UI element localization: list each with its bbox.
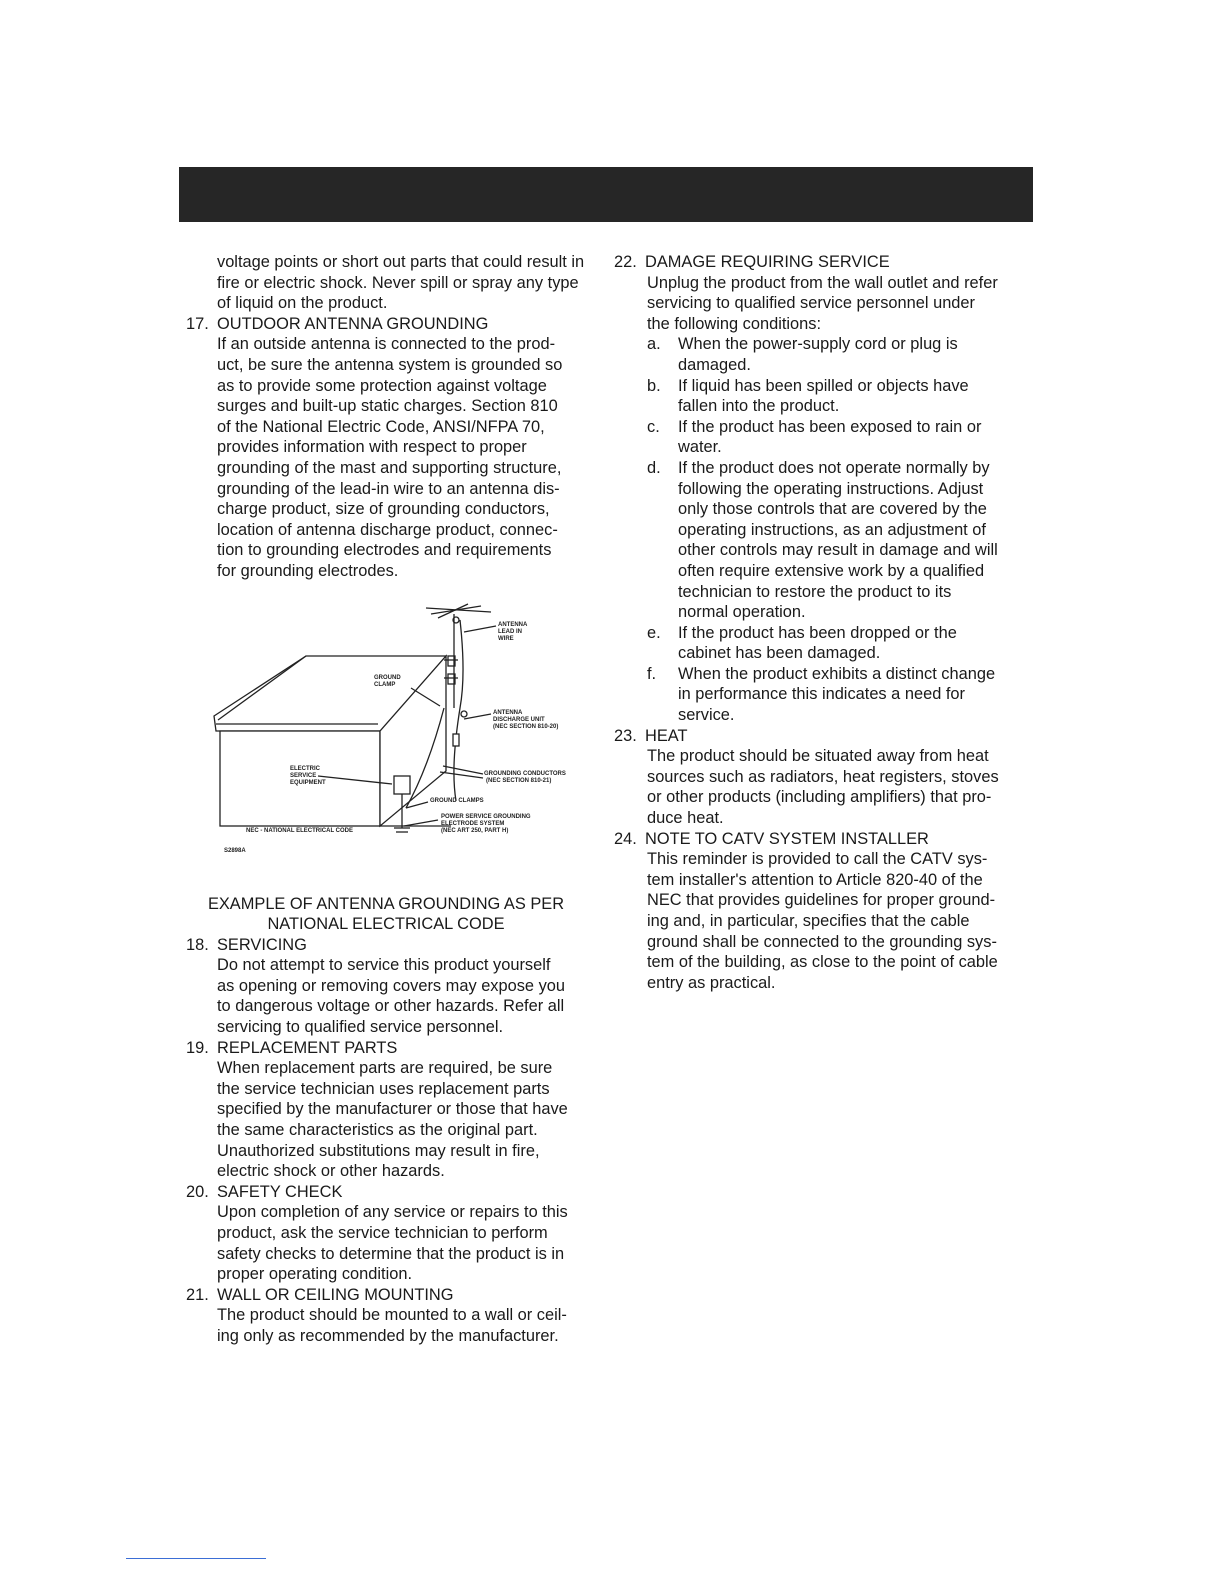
section-17 xyxy=(186,314,596,582)
text-line: fallen into the product. xyxy=(678,397,840,416)
text-line: servicing to qualified service personnel. xyxy=(217,1018,504,1037)
label-ground-clamps: GROUND CLAMPS xyxy=(430,797,484,804)
text-line: entry as practical. xyxy=(647,973,776,992)
text-line: surges and built-up static charges. Section 810 xyxy=(217,397,558,416)
electric-service-box xyxy=(394,776,410,794)
section-number: 23. xyxy=(614,726,637,745)
label-nec-810-21: (NEC SECTION 810-21) xyxy=(486,777,552,784)
text-line: only those controls that are covered by the xyxy=(678,500,987,519)
label-nec-art-250: (NEC ART 250, PART H) xyxy=(441,827,509,834)
text-line: If the product has been dropped or the xyxy=(678,623,957,642)
section-title: NOTE TO CATV SYSTEM INSTALLER xyxy=(645,829,929,848)
text-line: duce heat. xyxy=(647,809,724,828)
label-electrode-system: ELECTRODE SYSTEM xyxy=(441,820,505,827)
caption-line: EXAMPLE OF ANTENNA GROUNDING AS PER xyxy=(207,894,565,913)
text-line: normal operation. xyxy=(678,603,806,622)
text-line: product, ask the service technician to perform xyxy=(217,1224,548,1242)
item-letter: b. xyxy=(647,376,661,395)
section-24 xyxy=(614,829,1029,994)
section-22 xyxy=(614,252,1029,726)
text-line: specified by the manufacturer or those that have xyxy=(217,1100,568,1119)
text-line: damaged. xyxy=(678,355,751,374)
text-line: location of antenna discharge product, connec- xyxy=(217,520,558,539)
label-discharge-unit: DISCHARGE UNIT xyxy=(493,716,545,723)
text-line: to dangerous voltage or other hazards. Refer all xyxy=(217,997,565,1016)
text-line: as opening or removing covers may expose you xyxy=(217,976,566,995)
caption-line: NATIONAL ELECTRICAL CODE xyxy=(267,915,505,934)
list-item xyxy=(614,458,1029,623)
section-number: 19. xyxy=(186,1038,209,1057)
text-line: tion to grounding electrodes and requirements xyxy=(217,541,552,560)
intro-paragraph xyxy=(186,252,596,314)
antenna-grounding-diagram xyxy=(206,596,586,886)
text-line: electric shock or other hazards. xyxy=(217,1162,445,1181)
text-line: NEC that provides guidelines for proper ground- xyxy=(647,891,996,910)
item-letter: c. xyxy=(647,417,660,436)
section-title: DAMAGE REQUIRING SERVICE xyxy=(645,253,890,271)
label-clamp: CLAMP xyxy=(374,681,396,688)
list-item xyxy=(614,376,1029,417)
text-line: or other products (including amplifiers) that pro- xyxy=(647,788,992,807)
label-ground: GROUND xyxy=(374,674,401,681)
section-23 xyxy=(614,726,1029,829)
text-line: following the operating instructions. Adjust xyxy=(678,479,984,498)
list-item xyxy=(614,623,1029,664)
list-item xyxy=(614,334,1029,375)
antenna-grounding-figure xyxy=(186,596,596,886)
section-19 xyxy=(186,1038,596,1182)
item-letter: d. xyxy=(647,458,661,477)
section-title: SERVICING xyxy=(217,935,307,954)
label-electric: ELECTRIC xyxy=(290,765,320,772)
text-line: often require extensive work by a qualified xyxy=(678,561,985,580)
right-column xyxy=(614,252,1029,993)
text-line: for grounding electrodes. xyxy=(217,561,399,580)
text-line: If the product has been exposed to rain or xyxy=(678,417,982,436)
section-title: SAFETY CHECK xyxy=(217,1182,343,1201)
text-line: proper operating condition. xyxy=(217,1265,412,1284)
label-nec-note: NEC - NATIONAL ELECTRICAL CODE xyxy=(246,827,354,834)
section-number: 24. xyxy=(614,829,637,848)
list-item xyxy=(614,664,1029,726)
text-line: safety checks to determine that the product is in xyxy=(217,1244,565,1263)
label-lead-in: LEAD IN xyxy=(498,628,522,635)
section-number: 18. xyxy=(186,935,209,954)
label-nec-810-20: (NEC SECTION 810-20) xyxy=(493,723,559,730)
text-line: This reminder is provided to call the CATV sys- xyxy=(647,850,988,869)
text-line: ing and, in particular, specifies that the cable xyxy=(647,912,970,930)
text-line: cabinet has been damaged. xyxy=(678,644,881,663)
text-line: other controls may result in damage and will xyxy=(678,541,998,560)
section-18 xyxy=(186,935,596,1038)
text-line: the service technician uses replacement parts xyxy=(217,1079,550,1098)
text-line: Unplug the product from the wall outlet and refer xyxy=(647,273,998,292)
text-line: grounding of the lead-in wire to an antenna dis- xyxy=(217,479,560,498)
section-21 xyxy=(186,1285,596,1347)
text-line: When the product exhibits a distinct change xyxy=(678,664,996,683)
section-number: 22. xyxy=(614,253,637,271)
item-letter: a. xyxy=(647,335,661,354)
text-line: the following conditions: xyxy=(647,314,822,333)
text-line: If liquid has been spilled or objects have xyxy=(678,376,969,395)
text-line: voltage points or short out parts that could result in xyxy=(217,253,585,271)
header-bar xyxy=(179,167,1033,222)
section-title: OUTDOOR ANTENNA GROUNDING xyxy=(217,314,489,333)
label-figure-id: S2898A xyxy=(224,847,246,854)
label-equipment: EQUIPMENT xyxy=(290,779,326,786)
text-line: charge product, size of grounding conductors, xyxy=(217,500,550,519)
text-line: operating instructions, as an adjustment of xyxy=(678,520,986,539)
text-line: If the product does not operate normally by xyxy=(678,458,990,477)
section-number: 21. xyxy=(186,1285,209,1304)
text-line: The product should be situated away from heat xyxy=(647,747,989,766)
item-letter: e. xyxy=(647,623,661,642)
text-line: in performance this indicates a need for xyxy=(678,685,965,704)
text-line: service. xyxy=(678,706,735,725)
text-line: ing only as recommended by the manufacturer. xyxy=(217,1326,559,1345)
section-20 xyxy=(186,1182,596,1285)
label-wire: WIRE xyxy=(498,635,514,642)
text-line: uct, be sure the antenna system is grounded so xyxy=(217,355,563,374)
text-line: tem of the building, as close to the point of cable xyxy=(647,953,998,972)
text-line: When replacement parts are required, be sure xyxy=(217,1059,553,1078)
text-line: grounding of the mast and supporting structure, xyxy=(217,458,562,477)
text-line: water. xyxy=(678,438,722,457)
text-line: the same characteristics as the original part. xyxy=(217,1121,538,1140)
label-power-service: POWER SERVICE GROUNDING xyxy=(441,813,531,820)
text-line: ground shall be connected to the grounding sys- xyxy=(647,932,997,951)
text-line: Upon completion of any service or repairs to this xyxy=(217,1203,568,1222)
text-line: When the power-supply cord or plug is xyxy=(678,335,958,354)
label-grounding-conductors: GROUNDING CONDUCTORS xyxy=(484,770,566,777)
footer-rule xyxy=(126,1558,266,1559)
text-line: servicing to qualified service personnel under xyxy=(647,294,975,313)
left-column xyxy=(186,252,596,1347)
label-service: SERVICE xyxy=(290,772,317,779)
text-line: Do not attempt to service this product yourself xyxy=(217,956,551,975)
text-line: provides information with respect to proper xyxy=(217,438,527,457)
text-line: Unauthorized substitutions may result in fire, xyxy=(217,1141,540,1160)
section-title: HEAT xyxy=(645,726,688,745)
text-line: If an outside antenna is connected to the prod- xyxy=(217,335,556,354)
text-line: of the National Electric Code, ANSI/NFPA 70, xyxy=(217,417,545,436)
section-title: REPLACEMENT PARTS xyxy=(217,1038,398,1057)
text-line: The product should be mounted to a wall or ceil- xyxy=(217,1306,567,1325)
figure-caption xyxy=(186,894,586,935)
text-line: tem installer's attention to Article 820-40 of the xyxy=(647,870,983,889)
text-line: as to provide some protection against voltage xyxy=(217,376,547,395)
list-item xyxy=(614,417,1029,458)
section-number: 20. xyxy=(186,1182,209,1201)
label-antenna-2: ANTENNA xyxy=(493,709,523,716)
item-letter: f. xyxy=(647,664,657,683)
section-number: 17. xyxy=(186,314,209,333)
text-line: technician to restore the product to its xyxy=(678,582,952,601)
text-line: of liquid on the product. xyxy=(217,294,388,313)
label-antenna: ANTENNA xyxy=(498,621,528,628)
text-line: sources such as radiators, heat registers, stoves xyxy=(647,767,999,786)
text-line: fire or electric shock. Never spill or spray any type xyxy=(217,273,579,292)
section-title: WALL OR CEILING MOUNTING xyxy=(217,1285,454,1304)
